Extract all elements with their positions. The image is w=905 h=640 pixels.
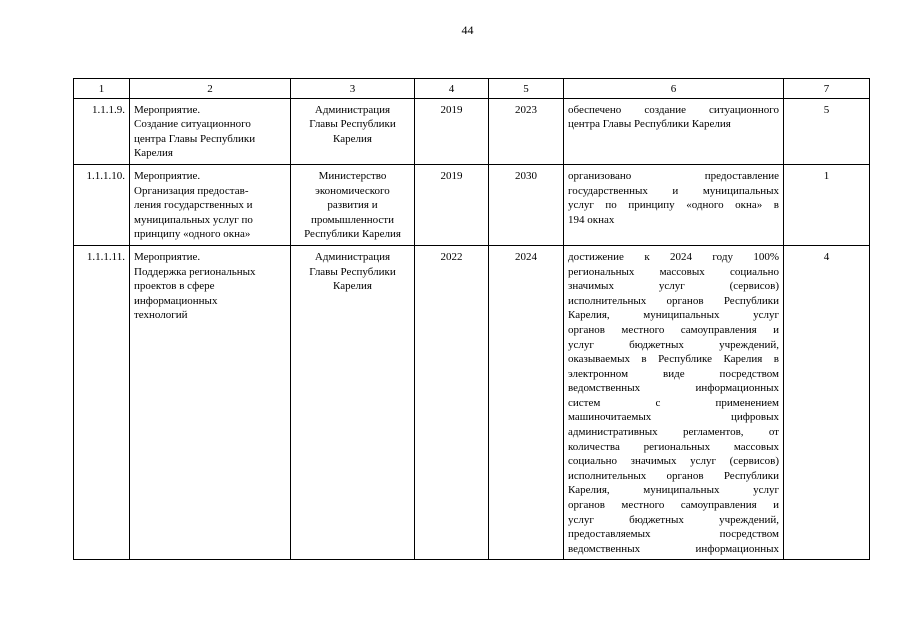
event-name-line: Мероприятие. xyxy=(134,103,201,116)
executor-line: развития и xyxy=(327,199,378,212)
event-name-line: Создание ситуационного xyxy=(134,118,251,131)
expected-result-line: систем с применением xyxy=(568,396,779,409)
event-name xyxy=(130,164,291,245)
expected-result-line: ведомственных информационных xyxy=(568,542,779,555)
expected-result-line: машиночитаемых цифровых xyxy=(568,411,779,424)
item-number: 1.1.1.9. xyxy=(74,98,130,164)
expected-result-line: достижение к 2024 году 100% xyxy=(568,250,779,263)
page-number: 44 xyxy=(461,23,474,37)
expected-result-line: ведомственных информационных xyxy=(568,382,779,395)
expected-result-line: государственных и муниципальных xyxy=(568,184,779,197)
expected-result-line: услуг бюджетных учреждений, xyxy=(568,338,779,351)
executor-line: Карелия xyxy=(333,132,372,145)
linked-indicator: 1 xyxy=(784,164,870,245)
event-name-line: Мероприятие. xyxy=(134,169,201,182)
event-name-line: технологий xyxy=(134,309,188,322)
table-row xyxy=(74,98,870,164)
header-cell: 5 xyxy=(489,79,564,99)
table-header-row xyxy=(74,79,870,99)
executor xyxy=(291,245,415,559)
start-year: 2019 xyxy=(415,164,489,245)
expected-result-line: Карелия, муниципальных услуг xyxy=(568,484,779,497)
expected-result-line: исполнительных органов Республики xyxy=(568,469,779,482)
expected-result-line: значимых услуг (сервисов) xyxy=(568,280,779,293)
executor-line: экономического xyxy=(315,184,390,197)
linked-indicator: 4 xyxy=(784,245,870,559)
executor xyxy=(291,98,415,164)
expected-result-line: организовано предоставление xyxy=(568,169,779,182)
start-year: 2022 xyxy=(415,245,489,559)
executor-line: Администрация xyxy=(314,103,391,116)
expected-result-line: центра Главы Республики Карелия xyxy=(568,118,731,131)
expected-result-line: органов местного самоуправления и xyxy=(568,499,779,512)
program-table xyxy=(73,78,870,560)
event-name xyxy=(130,98,291,164)
header-cell: 1 xyxy=(74,79,130,99)
start-year: 2019 xyxy=(415,98,489,164)
executor-line: Главы Республики xyxy=(309,118,396,131)
header-cell: 6 xyxy=(564,79,784,99)
header-cell: 3 xyxy=(291,79,415,99)
expected-result-line: исполнительных органов Республики xyxy=(568,294,779,307)
expected-result-line: социально значимых услуг (сервисов) xyxy=(568,455,779,468)
executor-line: Главы Республики xyxy=(309,265,396,278)
expected-result xyxy=(564,98,784,164)
end-year: 2023 xyxy=(489,98,564,164)
executor-line: Министерство xyxy=(318,169,387,182)
expected-result xyxy=(564,164,784,245)
executor-line: промышленности xyxy=(311,213,394,226)
event-name-line: ления государственных и xyxy=(134,199,253,212)
expected-result-line: услуг бюджетных учреждений, xyxy=(568,513,779,526)
event-name-line: принципу «одного окна» xyxy=(134,228,251,241)
expected-result-line: административных регламентов, от xyxy=(568,426,779,439)
executor-line: Администрация xyxy=(314,250,391,263)
expected-result-line: электронном виде посредством xyxy=(568,367,779,380)
end-year: 2024 xyxy=(489,245,564,559)
event-name-line: информационных xyxy=(134,294,218,307)
expected-result-line: обеспечено создание ситуационного xyxy=(568,103,779,116)
expected-result-line: Карелия, муниципальных услуг xyxy=(568,309,779,322)
event-name-line: Поддержка региональных xyxy=(134,265,256,278)
event-name-line: проектов в сфере xyxy=(134,280,215,293)
expected-result xyxy=(564,245,784,559)
end-year: 2030 xyxy=(489,164,564,245)
expected-result-line: предоставляемых посредством xyxy=(568,528,779,541)
expected-result-line: 194 окнах xyxy=(568,213,615,226)
linked-indicator: 5 xyxy=(784,98,870,164)
header-cell: 4 xyxy=(415,79,489,99)
table-row xyxy=(74,245,870,559)
event-name-line: центра Главы Республики xyxy=(134,132,256,145)
executor-line: Республики Карелия xyxy=(304,228,401,241)
event-name xyxy=(130,245,291,559)
expected-result-line: органов местного самоуправления и xyxy=(568,323,779,336)
header-cell: 2 xyxy=(130,79,291,99)
executor-line: Карелия xyxy=(333,280,372,293)
expected-result-line: услуг по принципу «одного окна» в xyxy=(568,199,779,212)
table-row xyxy=(74,164,870,245)
expected-result-line: региональных массовых социально xyxy=(568,265,779,278)
executor xyxy=(291,164,415,245)
header-cell: 7 xyxy=(784,79,870,99)
item-number: 1.1.1.10. xyxy=(74,164,130,245)
event-name-line: Организация предостав- xyxy=(134,184,249,197)
event-name-line: Карелия xyxy=(134,147,173,160)
event-name-line: муниципальных услуг по xyxy=(134,213,253,226)
item-number: 1.1.1.11. xyxy=(74,245,130,559)
expected-result-line: оказываемых в Республике Карелия в xyxy=(568,353,779,366)
event-name-line: Мероприятие. xyxy=(134,250,201,263)
expected-result-line: количества региональных массовых xyxy=(568,440,779,453)
